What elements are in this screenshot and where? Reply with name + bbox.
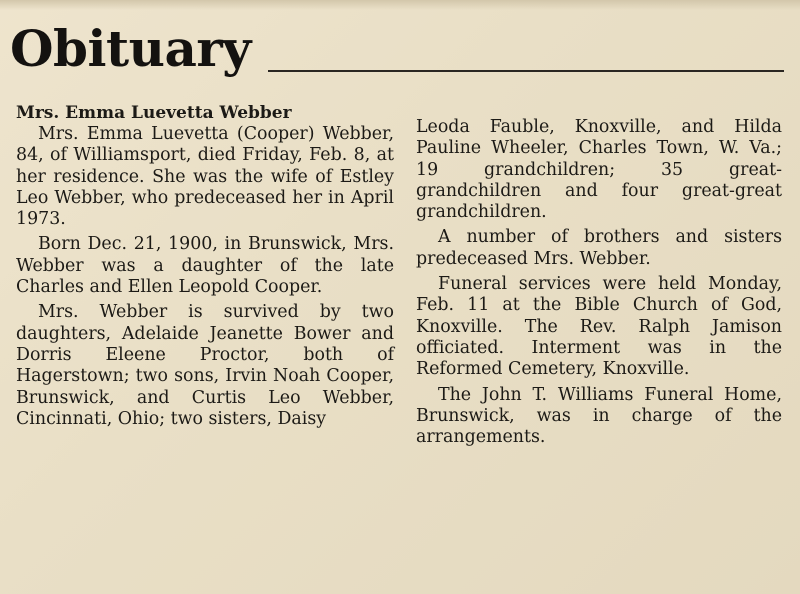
section-masthead: Obituary [10, 19, 251, 78]
paragraph-survivors: Mrs. Webber is survived by two daughters, Adelaide Jeanette Bower and Dorris Eleene Proctor, both of Hagerstown; two sons, Irvin Noah Cooper, Brunswick, and Curtis Leo Webber, Cincinnati, Ohio; two sisters, Daisy [16, 302, 394, 429]
obituary-headline: Mrs. Emma Luevetta Webber [16, 103, 292, 123]
paragraph-predeceased: A number of brothers and sisters predeceased Mrs. Webber. [416, 227, 782, 269]
masthead-rule [268, 70, 784, 72]
paragraph-death-notice: Mrs. Emma Luevetta (Cooper) Webber, 84, of Williamsport, died Friday, Feb. 8, at her residence. She was the wife of Estley Leo Webber, who predeceased her in April 1973. [16, 124, 394, 230]
paragraph-services: Funeral services were held Monday, Feb. 11 at the Bible Church of God, Knoxville. The Rev. Ralph Jamison officiated. Interment was in the Reformed Cemetery, Knoxville. [416, 274, 782, 380]
left-column [16, 102, 394, 434]
right-column [416, 117, 782, 452]
torn-top-edge [0, 0, 800, 10]
paragraph-funeral-home: The John T. Williams Funeral Home, Brunswick, was in charge of the arrangements. [416, 384, 782, 448]
paragraph-birth: Born Dec. 21, 1900, in Brunswick, Mrs. Webber was a daughter of the late Charles and Ellen Leopold Cooper. [16, 234, 394, 298]
paragraph-survivors-continued: Leoda Fauble, Knoxville, and Hilda Pauline Wheeler, Charles Town, W. Va.; 19 grandchildren; 35 great-grandchildren and four great-great grandchildren. [416, 117, 782, 223]
